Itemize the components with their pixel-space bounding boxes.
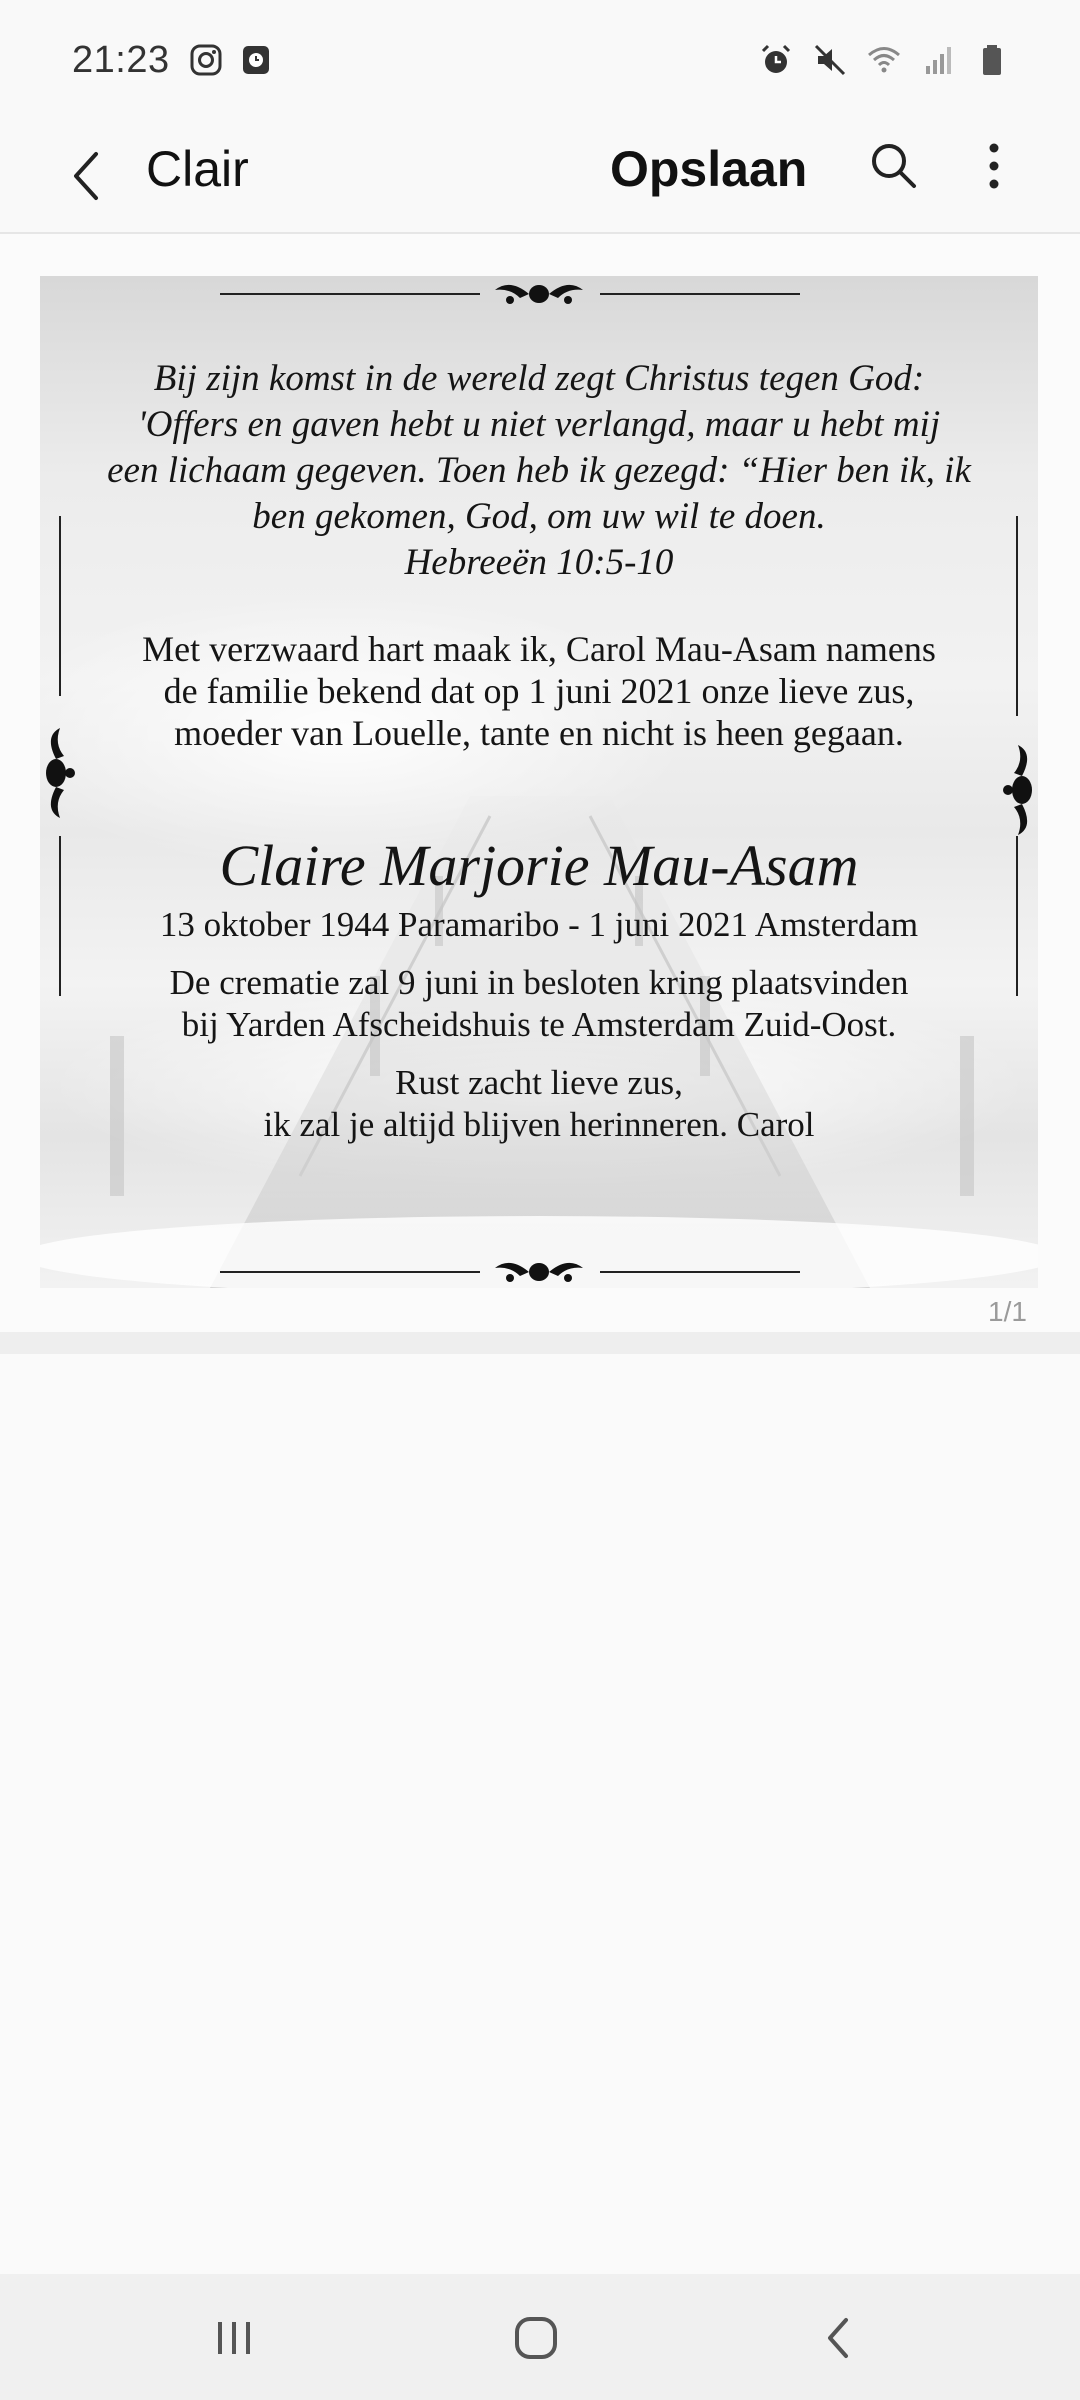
- verse-line: ben gekomen, God, om uw wil te doen.: [252, 496, 826, 537]
- farewell-line: Rust zacht lieve zus,: [395, 1063, 683, 1102]
- signal-icon: [920, 42, 956, 78]
- app-title: Clair: [146, 141, 249, 197]
- back-icon: [820, 2314, 856, 2362]
- life-dates: 13 oktober 1944 Paramaribo - 1 juni 2021 Amsterdam: [159, 905, 919, 944]
- announcement-line: moeder van Louelle, tante en nicht is heen gegaan.: [174, 713, 904, 753]
- announcement: [40, 628, 1038, 754]
- mute-icon: [812, 42, 848, 78]
- back-arrow-icon: [66, 148, 106, 204]
- recent-apps-button[interactable]: [202, 2308, 266, 2368]
- home-button[interactable]: [504, 2308, 568, 2368]
- obituary-image: [40, 276, 1038, 1288]
- page-indicator: 1/1: [988, 1296, 1027, 1327]
- search-icon: [868, 140, 920, 192]
- app-bar: [0, 120, 1080, 232]
- farewell-message: [40, 1062, 1038, 1146]
- deceased-name: Claire Marjorie Mau-Asam: [219, 833, 859, 898]
- clock-app-icon: [238, 42, 274, 78]
- home-icon: [512, 2314, 560, 2362]
- farewell-line: ik zal je altijd blijven herinneren. Carol: [263, 1105, 815, 1144]
- more-vert-icon: [986, 140, 1002, 192]
- empty-content-area: [0, 1354, 1080, 2274]
- back-button[interactable]: [58, 148, 114, 204]
- save-button[interactable]: Opslaan: [610, 141, 808, 197]
- announcement-line: de familie bekend dat op 1 juni 2021 onze lieve zus,: [163, 671, 915, 711]
- battery-icon: [974, 42, 1010, 78]
- cremation-details: [40, 962, 1038, 1046]
- status-bar: [0, 0, 1080, 120]
- search-button[interactable]: [862, 134, 926, 198]
- alarm-icon: [758, 42, 794, 78]
- cremation-line: bij Yarden Afscheidshuis te Amsterdam Zuid-Oost.: [181, 1005, 897, 1044]
- navigation-bar: [0, 2274, 1080, 2400]
- cremation-line: De crematie zal 9 juni in besloten kring plaatsvinden: [169, 963, 909, 1002]
- status-time: 21:23: [72, 38, 170, 81]
- nav-back-button[interactable]: [806, 2308, 870, 2368]
- verse-line: 'Offers en gaven hebt u niet verlangd, maar u hebt mij: [137, 404, 941, 445]
- verse-line: Bij zijn komst in de wereld zegt Christus tegen God:: [153, 358, 925, 399]
- viewer-divider: [0, 1332, 1080, 1354]
- more-options-button[interactable]: [966, 134, 1022, 198]
- wifi-icon: [866, 42, 902, 78]
- verse-reference: Hebreeën 10:5-10: [404, 542, 674, 583]
- document-viewer[interactable]: [0, 234, 1080, 1332]
- verse-line: een lichaam gegeven. Toen heb ik gezegd: “Hier ben ik, ik: [107, 450, 971, 491]
- announcement-line: Met verzwaard hart maak ik, Carol Mau-Asam namens: [142, 629, 936, 669]
- recent-apps-icon: [212, 2316, 256, 2360]
- bible-verse: [40, 356, 1038, 586]
- instagram-icon: [188, 42, 224, 78]
